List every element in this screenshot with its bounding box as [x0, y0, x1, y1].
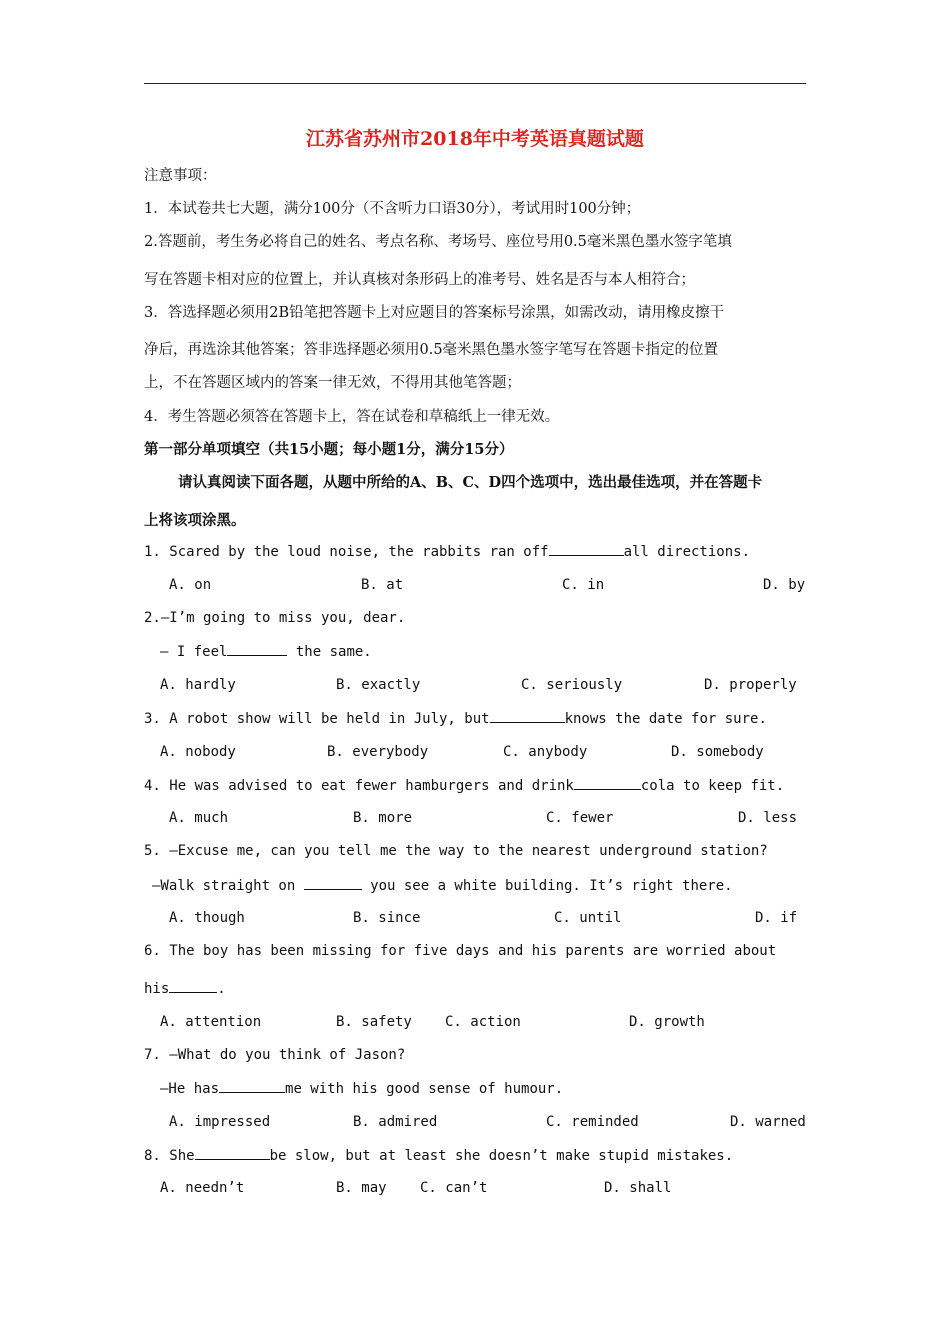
question-4 — [144, 777, 784, 794]
question-2-stem-end: the same. — [287, 644, 372, 660]
part1-instruction-a: 请认真阅读下面各题，从题中所给的A、B、C、D四个选项中，选出最佳选项，并在答题卡 — [178, 474, 763, 491]
option-a: A. attention — [160, 1014, 262, 1030]
answer-blank — [490, 710, 565, 723]
option-a: A. though — [169, 910, 245, 926]
option-b: B. exactly — [336, 677, 421, 693]
answer-blank — [549, 543, 624, 556]
question-7 — [160, 1080, 563, 1097]
option-c: C. action — [445, 1014, 521, 1030]
answer-blank — [219, 1080, 285, 1093]
option-b: B. at — [361, 577, 404, 593]
question-5 — [152, 877, 733, 894]
question-1-stem: 1. Scared by the loud noise, the rabbits ran off — [144, 544, 549, 560]
answer-blank — [227, 643, 287, 656]
question-1 — [144, 543, 750, 560]
option-b: B. everybody — [327, 744, 429, 760]
option-a: A. on — [169, 577, 212, 593]
option-c: C. in — [562, 577, 605, 593]
option-b: B. admired — [353, 1114, 438, 1130]
question-3-stem-end: knows the date for sure. — [564, 711, 767, 727]
option-d: D. if — [755, 910, 798, 926]
question-5-stem: —Walk straight on — [152, 878, 304, 894]
note-3a: 3．答选择题必须用2B铅笔把答题卡上对应题目的答案标号涂黑，如需改动，请用橡皮擦干 — [144, 305, 725, 321]
option-d: D. by — [763, 577, 806, 593]
option-b: B. safety — [336, 1014, 412, 1030]
question-7-stem: —He has — [160, 1081, 220, 1097]
option-a: A. needn’t — [160, 1180, 245, 1196]
option-d: D. shall — [604, 1180, 672, 1196]
question-2-line1: 2.—I’m going to miss you, dear. — [144, 610, 406, 626]
answer-blank — [304, 877, 362, 890]
question-3 — [144, 710, 767, 727]
question-5-line1: 5. —Excuse me, can you tell me the way to the nearest underground station? — [144, 843, 768, 859]
note-1: 1．本试卷共七大题，满分100分（不含听力口语30分），考试用时100分钟； — [144, 201, 641, 217]
part1-instruction-b: 上将该项涂黑。 — [144, 512, 246, 529]
option-c: C. fewer — [546, 810, 614, 826]
question-6-stem: his — [144, 981, 170, 997]
question-3-stem: 3. A robot show will be held in July, but — [144, 711, 490, 727]
question-6-line1: 6. The boy has been missing for five days and his parents are worried about — [144, 943, 777, 959]
option-a: A. much — [169, 810, 229, 826]
question-8-stem: 8. She — [144, 1148, 195, 1164]
question-4-stem: 4. He was advised to eat fewer hamburgers and drink — [144, 778, 574, 794]
option-d: D. somebody — [671, 744, 764, 760]
notes-heading: 注意事项： — [144, 168, 217, 184]
option-c: C. reminded — [546, 1114, 639, 1130]
note-2b: 写在答题卡相对应的位置上，并认真核对条形码上的准考号、姓名是否与本人相符合； — [144, 272, 695, 288]
question-7-line1: 7. —What do you think of Jason? — [144, 1047, 406, 1063]
answer-blank — [195, 1147, 270, 1160]
answer-blank — [169, 980, 217, 993]
part1-heading: 第一部分单项填空（共15小题；每小题1分，满分15分） — [144, 441, 514, 458]
option-b: B. more — [353, 810, 413, 826]
option-b: B. since — [353, 910, 421, 926]
question-4-stem-end: cola to keep fit. — [640, 778, 785, 794]
option-d: D. growth — [629, 1014, 705, 1030]
option-c: C. until — [554, 910, 622, 926]
header-rule — [144, 83, 806, 84]
question-6-stem-end: . — [217, 981, 226, 997]
question-8-stem-end: be slow, but at least she doesn’t make stupid mistakes. — [269, 1148, 734, 1164]
option-a: A. hardly — [160, 677, 236, 693]
note-3c: 上，不在答题区域内的答案一律无效，不得用其他笔答题； — [144, 375, 521, 391]
option-c: C. can’t — [420, 1180, 488, 1196]
question-1-stem-end: all directions. — [623, 544, 751, 560]
option-a: A. nobody — [160, 744, 236, 760]
question-2 — [160, 643, 372, 660]
question-2-stem: — I feel — [160, 644, 228, 660]
option-d: D. warned — [730, 1114, 806, 1130]
question-6 — [144, 980, 226, 997]
question-5-stem-end: you see a white building. It’s right there. — [361, 878, 733, 894]
option-c: C. anybody — [503, 744, 588, 760]
option-d: D. less — [738, 810, 798, 826]
option-d: D. properly — [704, 677, 797, 693]
note-3b: 净后，再选涂其他答案；答非选择题必须用0.5毫米黑色墨水签字笔写在答题卡指定的位置 — [144, 342, 719, 358]
option-a: A. impressed — [169, 1114, 271, 1130]
note-4: 4．考生答题必须答在答题卡上，答在试卷和草稿纸上一律无效。 — [144, 409, 560, 425]
note-2a: 2.答题前，考生务必将自己的姓名、考点名称、考场号、座位号用0.5毫米黑色墨水签字笔填 — [144, 234, 732, 250]
question-8 — [144, 1147, 733, 1164]
option-b: B. may — [336, 1180, 387, 1196]
option-c: C. seriously — [521, 677, 623, 693]
question-7-stem-end: me with his good sense of humour. — [285, 1081, 564, 1097]
page-title: 江苏省苏州市2018年中考英语真题试题 — [306, 128, 644, 150]
answer-blank — [574, 777, 641, 790]
